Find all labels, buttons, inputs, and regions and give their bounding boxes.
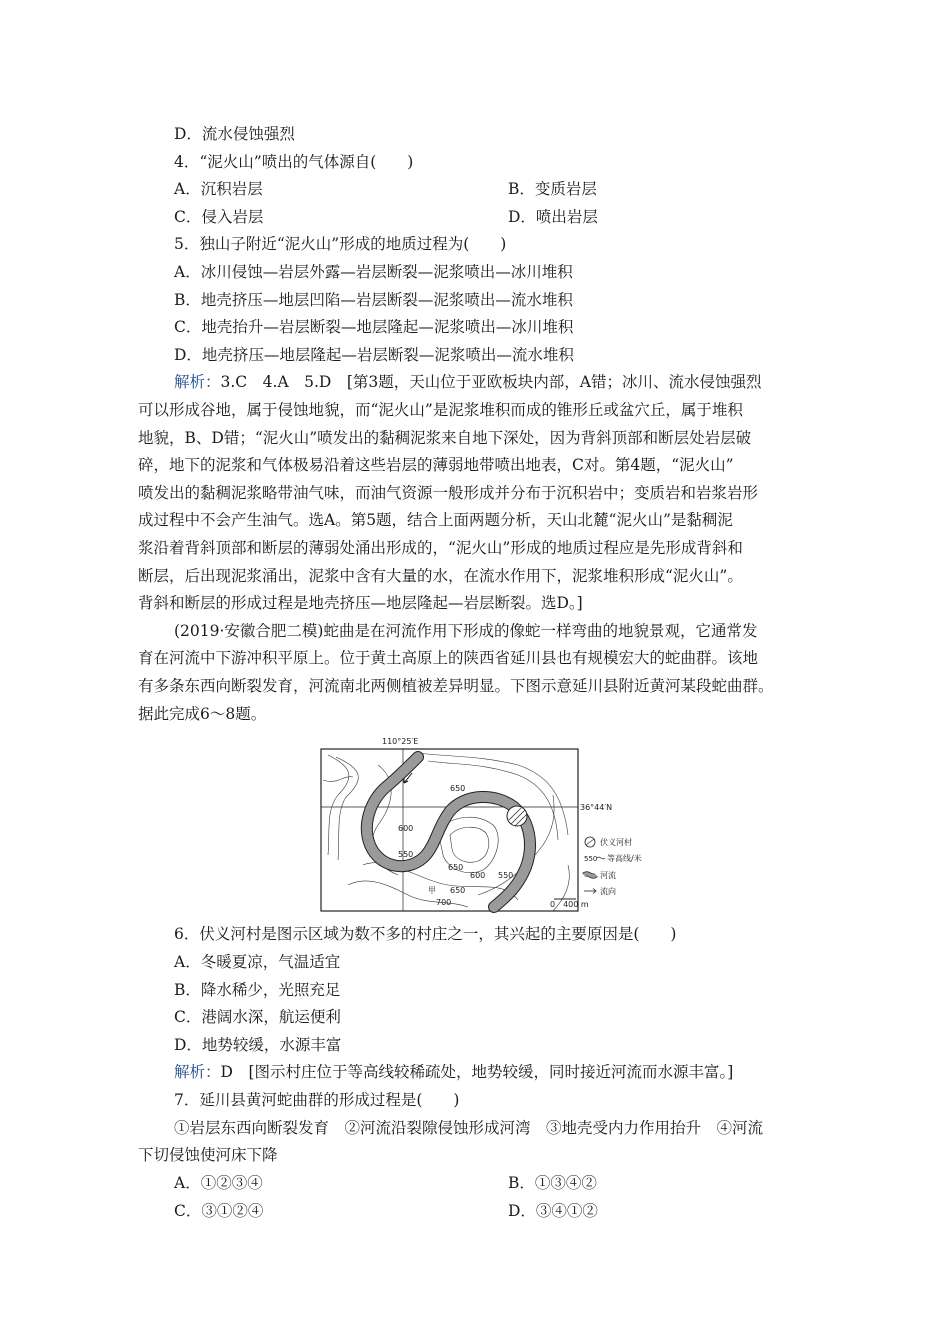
q4-stem: 4．“泥火山”喷出的气体源自( ) (174, 153, 414, 171)
q7-items-second: 下切侵蚀使河床下降 (138, 1146, 278, 1164)
analysis-1-line: 地貌，B、D错；“泥火山”喷发出的黏稠泥浆来自地下深处，因为背斜顶部和断层处岩层破 (138, 429, 752, 447)
q6-option-a: A．冬暖夏凉，气温适宜 (174, 953, 341, 971)
scale-label: 0 400 m (550, 900, 589, 909)
analysis-2-label: 解析： (174, 1063, 221, 1081)
q7-stem: 7．延川县黄河蛇曲群的形成过程是( ) (174, 1091, 460, 1109)
legend-contour-label: 等高线/米 (607, 854, 642, 863)
q7-option-d: D．③④①② (508, 1202, 598, 1220)
q6-option-b: B．降水稀少，光照充足 (174, 981, 341, 999)
q6-stem: 6．伏义河村是图示区域为数不多的村庄之一，其兴起的主要原因是( ) (174, 925, 677, 943)
contour-label: 650 (450, 886, 466, 895)
legend-river-icon (584, 874, 596, 876)
analysis-1-line: 成过程中不会产生油气。选A。第5题，结合上面两题分析，天山北麓“泥火山”是黏稠泥 (138, 511, 733, 529)
q7-option-c: C．③①②④ (174, 1202, 264, 1220)
q7-option-b: B．①③④② (508, 1174, 597, 1192)
latitude-label: 36°44′N (580, 803, 613, 812)
analysis-1-text: 3.C 4.A 5.D [第3题，天山位于亚欧板块内部，A错；冰川、流水侵蚀强烈 (220, 373, 762, 391)
point-jia-label: 甲 (428, 886, 436, 895)
legend-flow-label: 流向 (600, 887, 616, 896)
contour-label: 700 (436, 898, 452, 907)
analysis-1-line: 背斜和断层的形成过程是地壳挤压—地层隆起—岩层断裂。选D。] (138, 594, 583, 612)
analysis-1-line: 断层，后出现泥浆涌出，泥浆中含有大量的水，在流水作用下，泥浆堆积形成“泥火山”。 (138, 567, 743, 585)
legend-river-label: 河流 (600, 871, 616, 880)
analysis-1-line: 碎，地下的泥浆和气体极易沿着这些岩层的薄弱地带喷出地表，C对。第4题，“泥火山” (138, 456, 734, 474)
analysis-2-line (174, 1062, 733, 1082)
q4-option-c: C．侵入岩层 (174, 208, 264, 226)
analysis-1-line: 浆沿着背斜顶部和断层的薄弱处涌出形成的，“泥火山”形成的地质过程应是先形成背斜和 (138, 539, 743, 557)
longitude-label: 110°25′E (382, 737, 419, 746)
q5-option-d: D．地壳挤压—地层隆起—岩层断裂—泥浆喷出—流水堆积 (174, 346, 574, 364)
q3-option-d: D．流水侵蚀强烈 (174, 125, 295, 143)
q5-option-c: C．地壳抬升—岩层断裂—地层隆起—泥浆喷出—冰川堆积 (174, 318, 574, 336)
contour-label: 550 (398, 850, 414, 859)
q7-items-first: ①岩层东西向断裂发育 ②河流沿裂隙侵蚀形成河湾 ③地壳受内力作用抬升 ④河流 (174, 1119, 764, 1137)
q6-option-d: D．地势较缓，水源丰富 (174, 1036, 342, 1054)
q5-stem: 5．独山子附近“泥火山”形成的地质过程为( ) (174, 235, 507, 253)
contour-label: 550 (498, 871, 514, 880)
meander-map-svg (318, 735, 642, 913)
q6-option-c: C．港阔水深，航运便利 (174, 1008, 341, 1026)
intro-first-line: (2019·安徽合肥二模)蛇曲是在河流作用下形成的像蛇一样弯曲的地貌景观，它通常发 (174, 622, 758, 640)
intro-line: 据此完成6～8题。 (138, 705, 267, 723)
map-legend (584, 837, 642, 896)
contour-label: 650 (450, 784, 466, 793)
contour-label: 600 (470, 871, 486, 880)
q4-option-a: A．沉积岩层 (174, 180, 263, 198)
analysis-1-first-line (174, 372, 761, 392)
q4-option-b: B．变质岩层 (508, 180, 597, 198)
legend-contour-value: 550 (584, 855, 598, 863)
q7-option-a: A．①②③④ (174, 1174, 263, 1192)
meander-map (318, 735, 642, 913)
legend-contour-icon (597, 857, 605, 859)
q4-option-d: D．喷出岩层 (508, 208, 598, 226)
analysis-1-label: 解析： (174, 373, 221, 391)
intro-line: 有多条东西向断裂发育，河流南北两侧植被差异明显。下图示意延川县附近黄河某段蛇曲群。 (138, 677, 774, 695)
intro-line: 育在河流中下游冲积平原上。位于黄土高原上的陕西省延川县也有规模宏大的蛇曲群。该地 (138, 649, 759, 667)
contour-label: 600 (398, 824, 414, 833)
village-fuyihe-marker (507, 806, 527, 826)
q5-option-b: B．地壳挤压—地层凹陷—岩层断裂—泥浆喷出—流水堆积 (174, 291, 573, 309)
q5-option-a: A．冰川侵蚀—岩层外露—岩层断裂—泥浆喷出—冰川堆积 (174, 263, 573, 281)
contour-label: 650 (448, 863, 464, 872)
analysis-1-line: 可以形成谷地，属于侵蚀地貌，而“泥火山”是泥浆堆积而成的锥形丘或盆穴丘，属于堆积 (138, 401, 743, 419)
analysis-1-line: 喷发出的黏稠泥浆略带油气味，而油气资源一般形成并分布于沉积岩中；变质岩和岩浆岩形 (138, 484, 759, 502)
analysis-2-text: D [图示村庄位于等高线较稀疏处，地势较缓，同时接近河流而水源丰富。] (220, 1063, 734, 1081)
legend-village-label: 伏义河村 (600, 838, 632, 847)
